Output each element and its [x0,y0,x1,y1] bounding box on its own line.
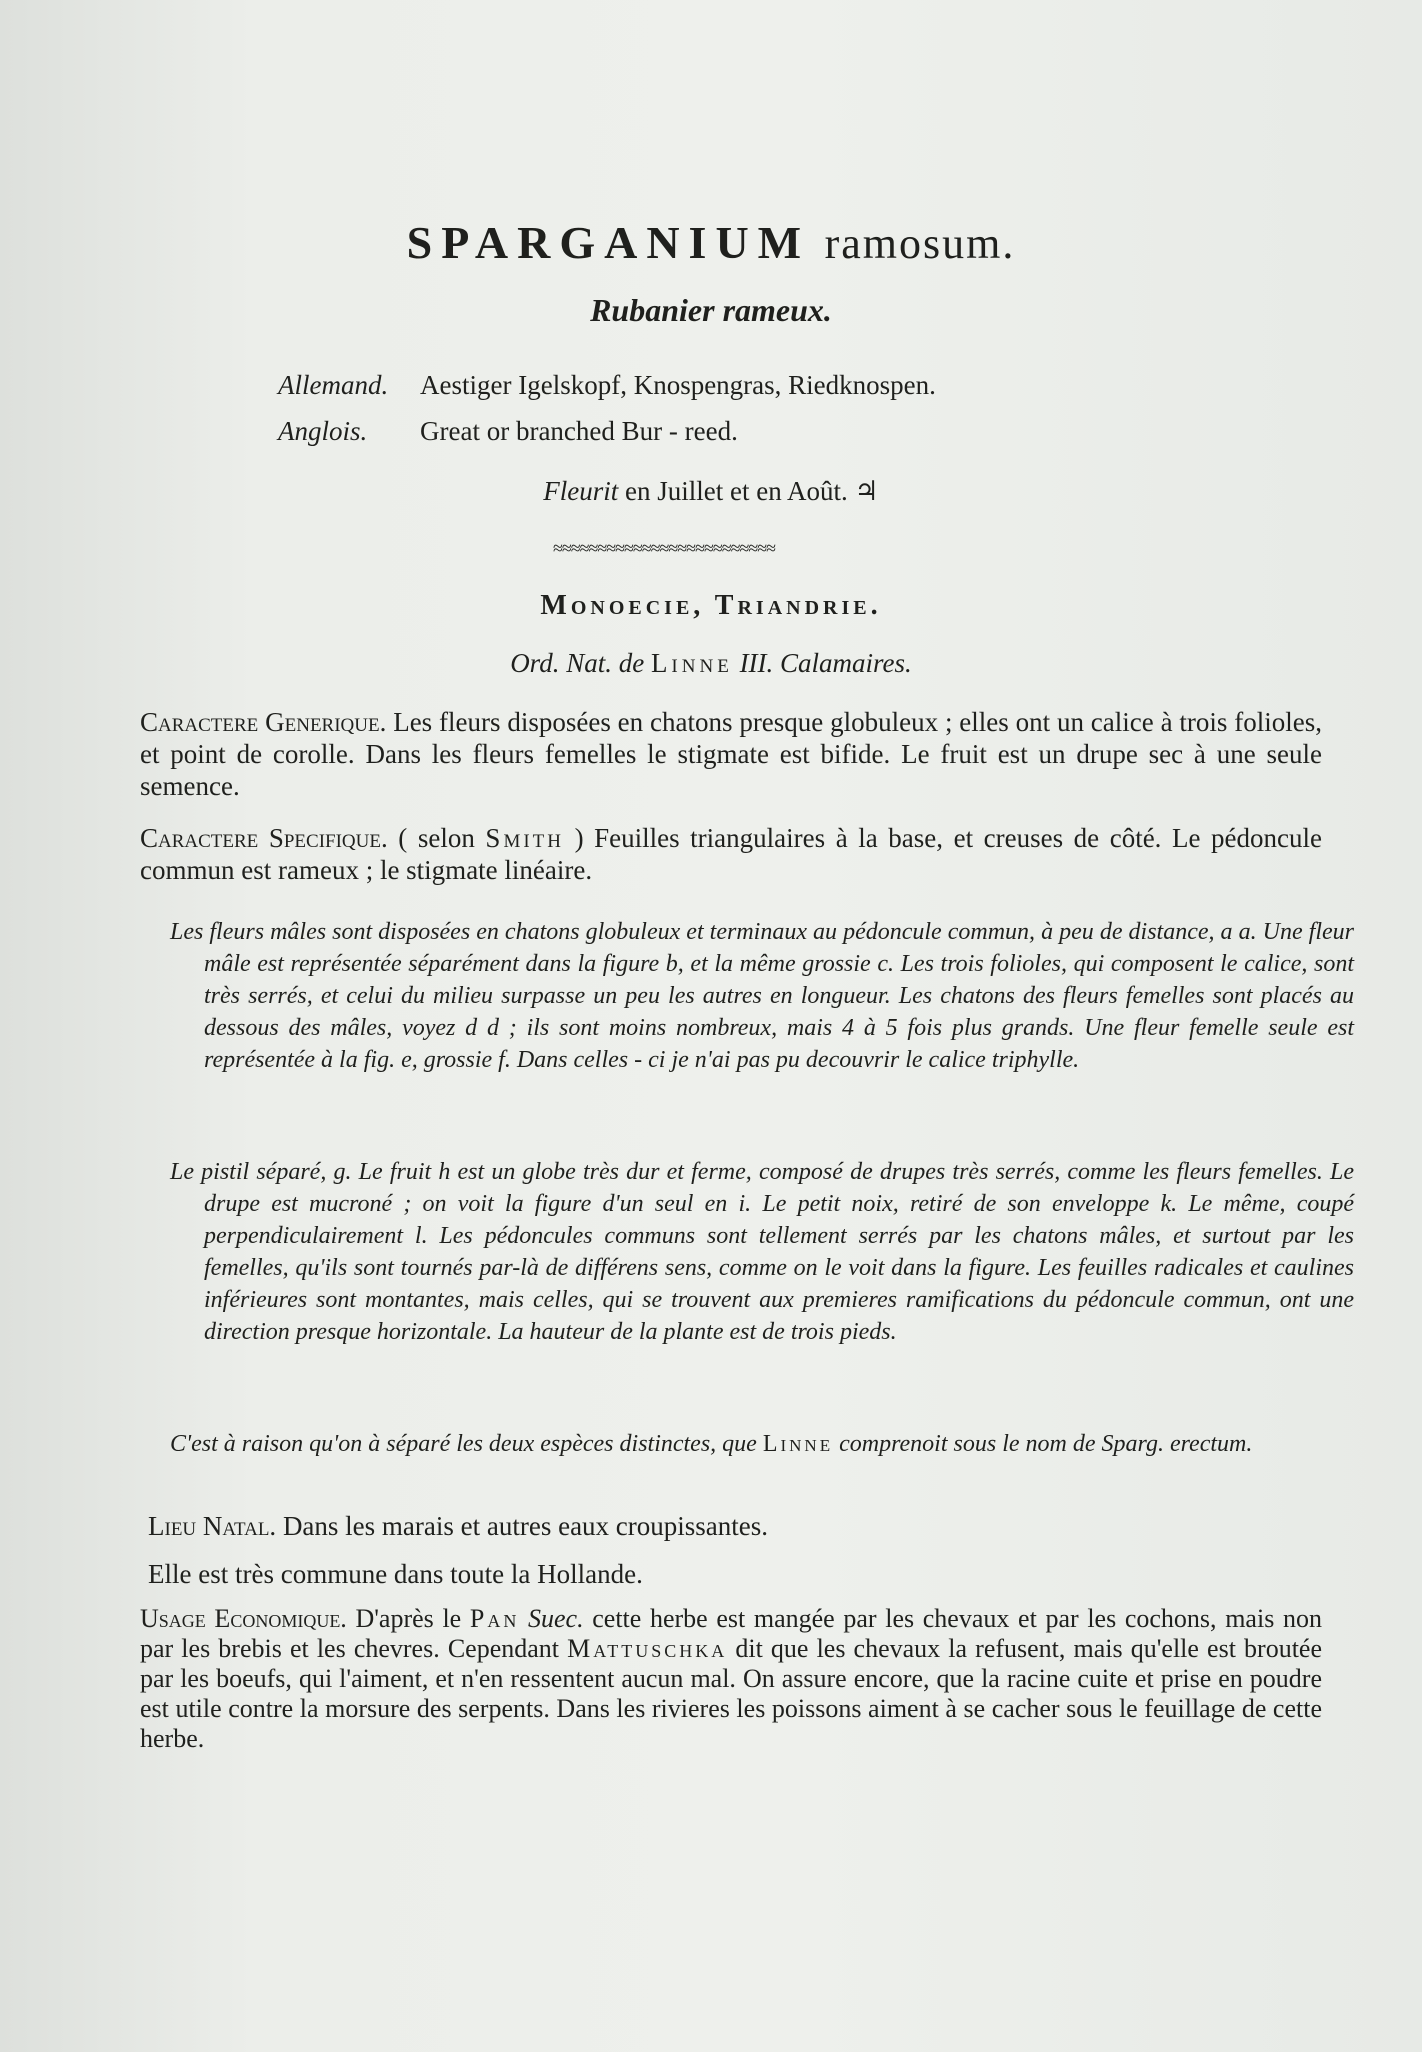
title-species: ramosum. [824,219,1016,268]
ornament-divider: ≈≈≈≈≈≈≈≈≈≈≈≈≈≈≈≈≈≈≈≈≈≈≈≈≈ [553,538,775,554]
description-paragraph: Les fleurs mâles sont disposées en chatons globuleux et terminaux au pédoncule commun, à peu de distance, a a. Une fleur mâle est représentée séparément dans la figure b, et la même grossie c. Les trois folioles, qui composent le calice, sont très serrés, et celui du milieu surpasse un peu les autres en longueur. Les chatons des fleurs femelles sont placés au dessous des mâles, voyez d d ; ils sont moins nombreux, mais 4 à 5 fois plus grands. Une fleur femelle seule est représentée à la fig. e, grossie f. Dans celles - ci je n'ai pas pu decouvrir le calice triphylle. [170,919,1354,1073]
vernacular-name: Great or branched Bur - reed. [420,416,738,446]
author-smith: Smith [485,823,564,853]
page-title [0,212,1422,270]
usage-text-2: cette herbe est mangée par les chevaux et par les cochons, mais non par les brebis et les chevres. Cependant [140,1604,1322,1663]
ordo-linne: Linne [650,648,733,678]
usage-pan: Pan [469,1604,520,1633]
ordo-prefix: Ord. Nat. de [510,648,651,678]
economic-usage [140,1604,1322,1754]
separation-pre: C'est à raison qu'on à séparé les deux espèces distinctes, que [170,1431,763,1457]
native-habitat [148,1510,1318,1542]
usage-mattuschka: Mattuschka [567,1634,728,1663]
vernacular-name: Aestiger Igelskopf, Knospengras, Riedknospen. [420,370,936,400]
specific-character-pre: ( selon [387,823,486,853]
native-habitat-text: Dans les marais et autres eaux croupissantes. [276,1511,769,1541]
flowering-period [0,476,1422,507]
usage-suec: Suec. [519,1604,584,1633]
french-name: Rubanier rameux. [590,292,832,328]
usage-text-1: D'après le [346,1604,470,1633]
description-paragraph: Le pistil séparé, g. Le fruit h est un globe très dur et ferme, composé de drupes très serrés, comme les fleurs femelles. Le drupe est mucroné ; on voit la figure d'un seul en i. Le petit noix, retiré de son enveloppe k. Le même, coupé perpendiculairement l. Les pédoncules communs sont tellement serrés par les chatons mâles, et surtout par les femelles, qu'ils sont tournés par-là de différens sens, comme on le voit dans la figure. Les feuilles radicales et caulines inférieures sont montantes, mais celles, qui se trouvent aux premieres ramifications du pédoncule commun, ont une direction presque horizontale. La hauteur de la plante est de trois pieds. [170,1159,1354,1345]
flowering-text: en Juillet et en Août. [618,476,855,506]
generic-character-label: Caractere Generique. [140,707,387,737]
specific-character-label: Caractere Specifique. [140,823,388,853]
ordo-suffix: III. Calamaires. [732,648,912,678]
perennial-symbol: ♃ [854,476,879,506]
economic-usage-label: Usage Economique. [140,1604,347,1633]
linnaean-class: Monoecie, Triandrie. [540,590,882,621]
vernacular-lang: Anglois. [278,416,368,446]
generic-character-text: Les fleurs disposées en chatons presque globuleux ; elles ont un calice à trois folioles, et point de corolle. Dans les fleurs femelles le stigmate est bifide. Le fruit est un drupe sec à une seule semence. [140,707,1322,801]
vernacular-lang: Allemand. [278,370,389,400]
separation-note [170,1428,1354,1460]
specific-character [140,822,1322,886]
distribution-note: Elle est très commune dans toute la Hollande. [148,1559,643,1589]
flowering-prefix: Fleurit [543,476,619,506]
vernacular-german [278,370,936,401]
natural-order [0,648,1422,679]
vernacular-english [278,416,738,447]
separation-linne: Linne [762,1431,834,1457]
usage-text-3: dit que les chevaux la refusent, mais qu'elle est broutée par les boeufs, qui l'aiment, et n'en ressentent aucun mal. On assure encore, que la racine cuite et prise en poudre est utile contre la morsure des serpents. Dans les rivieres les poissons aiment à se cacher sous le feuillage de cette herbe. [140,1634,1322,1753]
separation-post: comprenoit sous le nom de Sparg. erectum. [833,1431,1253,1457]
generic-character [140,706,1322,802]
specific-character-post: ) Feuilles triangulaires à la base, et creuses de côté. Le pédoncule commun est rameux ; le stigmate linéaire. [140,823,1322,885]
title-genus: SPARGANIUM [406,217,811,268]
native-habitat-label: Lieu Natal. [148,1511,277,1541]
